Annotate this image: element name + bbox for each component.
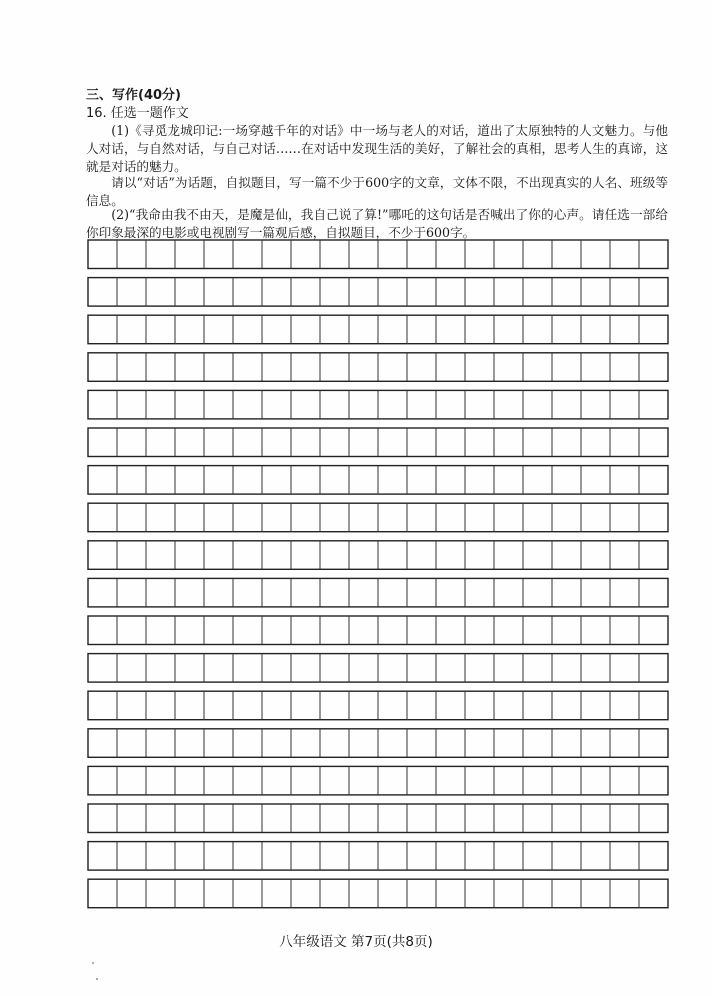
grid-row <box>88 879 668 908</box>
grid-row <box>88 691 668 720</box>
grid-row <box>88 842 668 871</box>
grid-row <box>88 353 668 382</box>
grid-row <box>88 766 668 795</box>
grid-row <box>88 466 668 495</box>
grid-row <box>88 278 668 307</box>
scan-speck <box>92 962 94 964</box>
grid-row <box>88 503 668 532</box>
grid-row <box>88 654 668 683</box>
grid-row <box>88 390 668 419</box>
grid-row <box>88 240 668 269</box>
option-2-paragraph: (2)“我命由我不由天，是魔是仙，我自己说了算!”哪吒的这句话是否喊出了你的心声。请任选一部给你印象最深的电影或电视剧写一篇观后感，自拟题目，不少于600字。 <box>86 207 668 240</box>
scan-speck <box>96 978 98 980</box>
section-heading: 三、写作(40分) <box>86 88 181 103</box>
grid-row <box>88 541 668 570</box>
question-title: 16. 任选一题作文 <box>86 106 189 121</box>
grid-row <box>88 428 668 457</box>
option-1-intro-paragraph: (1)《寻觅龙城印记:一场穿越千年的对话》中一场与老人的对话，道出了太原独特的人文魅力。与他人对话，与自然对话，与自己对话……在对话中发现生活的美好，了解社会的真相，思考人生的真谛，这就是对话的魅力。 <box>86 123 668 174</box>
page-footer: 八年级语文 第7页(共8页) <box>279 934 433 950</box>
option-1-task-paragraph: 请以“对话”为话题，自拟题目，写一篇不少于600字的文章，文体不限，不出现真实的人名、班级等信息。 <box>86 175 668 208</box>
grid-row <box>88 315 668 344</box>
grid-row <box>88 729 668 758</box>
grid-row <box>88 616 668 645</box>
grid-row <box>88 578 668 607</box>
grid-row <box>88 804 668 833</box>
